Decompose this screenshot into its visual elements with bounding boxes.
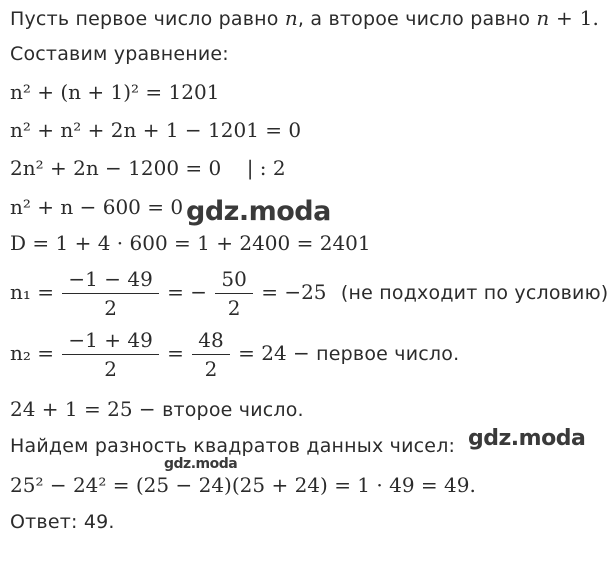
root-2-fraction-2 [192,326,229,383]
watermark-small: gdz.moda [164,456,238,472]
intro-text-1: Пусть первое число равно [10,8,285,30]
intro-text-3: + 1. [549,6,600,30]
second-note: второе число. [162,399,304,421]
equation-4: n² + n − 600 = 0 [10,195,184,219]
equation-2: n² + n² + 2n + 1 − 1201 = 0 [10,118,302,142]
intro-var-n2: n [536,6,550,30]
root-1-numerator: −1 − 49 [62,265,158,294]
root-1-numerator-2: 50 [215,265,252,294]
calc-line: 25² − 24² = (25 − 24)(25 + 24) = 1 · 49 = 49. [10,473,476,497]
find-line: Найдем разность квадратов данных чисел: [10,435,456,457]
second-number-line: 24 + 1 = 25 − второе число. [10,397,304,421]
watermark-large: gdz.moda [186,196,331,227]
second-expr: 24 + 1 = 25 [10,397,133,421]
root-2-denominator: 2 [104,357,117,381]
intro-var-n: n [284,6,298,30]
root-1-fraction [62,265,158,322]
root-1-line: n₁ = $\frac{-1 - 49}{2}$ = − $\frac{50}{2}$ = −25 (не подходит по условию) [10,267,609,320]
root-1-result: −25 [284,280,327,304]
root-2-name: n₂ [10,341,31,365]
root-2-denominator-2: 2 [204,357,218,381]
root-1-denominator: 2 [104,296,117,320]
root-2-note: первое число. [316,343,460,365]
equation-3: 2n² + 2n − 1200 = 0 | : 2 [10,156,286,180]
root-2-numerator: −1 + 49 [62,326,158,355]
root-1-fraction-2 [215,265,252,322]
equation-1: n² + (n + 1)² = 1201 [10,80,220,104]
answer-line: Ответ: 49. [10,511,115,533]
intro-line [10,4,599,33]
discriminant: D = 1 + 4 · 600 = 1 + 2400 = 2401 [10,231,371,255]
root-1-note: (не подходит по условию) [340,282,609,304]
root-2-result: 24 [261,341,287,365]
watermark-right: gdz.moda [468,426,586,451]
root-1-name: n₁ [10,280,31,304]
root-2-numerator-2: 48 [192,326,229,355]
root-2-line: n₂ = $\frac{-1 + 49}{2}$ = $\frac{48}{2}$ = 24 − первое число. [10,328,460,381]
root-1-denominator-2: 2 [227,296,241,320]
intro-text-2: , а второе число равно [297,8,537,30]
root-2-fraction [62,326,158,383]
compose-line: Составим уравнение: [10,43,229,65]
